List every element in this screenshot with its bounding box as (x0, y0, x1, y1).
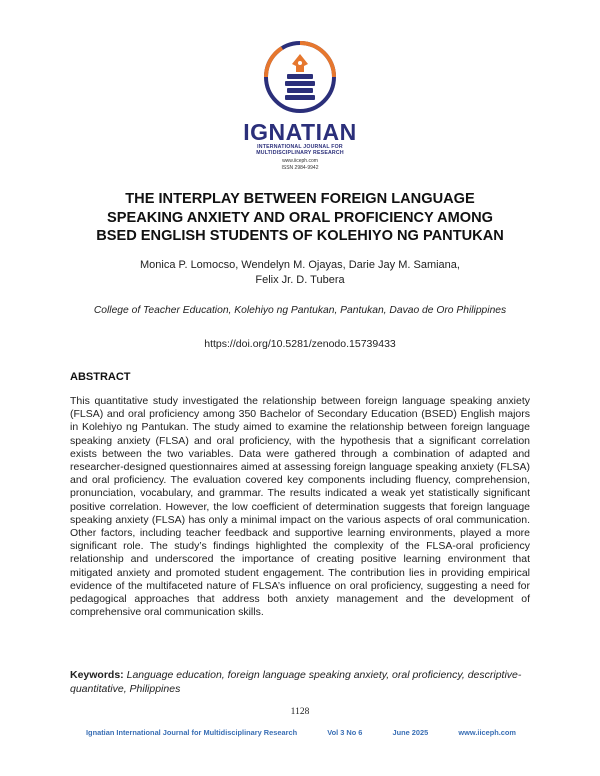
footer-date: June 2025 (392, 728, 429, 737)
title-line: BSED ENGLISH STUDENTS OF KOLEHIYO NG PANTUKAN (96, 228, 504, 245)
author-list (60, 258, 540, 288)
journal-logo (240, 36, 360, 171)
title-line: THE INTERPLAY BETWEEN FOREIGN LANGUAGE (125, 191, 475, 207)
footer-volume: Vol 3 No 6 (327, 728, 363, 737)
journal-issn: ISSN 2984-9942 (281, 165, 319, 172)
journal-subtitle-line1: INTERNATIONAL JOURNAL FOR (257, 144, 343, 150)
doi-link[interactable]: https://doi.org/10.5281/zenodo.15739433 (204, 338, 396, 350)
affiliation: College of Teacher Education, Kolehiyo ng Pantukan, Pantukan, Davao de Oro Philippines (93, 305, 507, 316)
footer-journal-name: Ignatian International Journal for Multidisciplinary Research (86, 728, 298, 737)
journal-emblem-icon (260, 36, 340, 118)
abstract-heading: ABSTRACT (70, 371, 131, 383)
keywords-label: Keywords: (70, 669, 124, 681)
page-number: 1128 (290, 707, 310, 717)
keywords-list: Language education, foreign language speaking anxiety, oral proficiency, descriptive-quantitative, Philippines (70, 669, 522, 695)
page-footer (86, 728, 516, 737)
footer-website[interactable]: www.iiceph.com (458, 728, 516, 737)
keywords (70, 669, 530, 696)
journal-subtitle-line2: MULTIDISCIPLINARY RESEARCH (256, 150, 344, 157)
authors-line: Monica P. Lomocso, Wendelyn M. Ojayas, Darie Jay M. Samiana, (140, 259, 460, 271)
paper-title (40, 190, 560, 246)
authors-line: Felix Jr. D. Tubera (255, 274, 345, 286)
journal-url[interactable]: www.iiceph.com (282, 158, 318, 165)
title-line: SPEAKING ANXIETY AND ORAL PROFICIENCY AMONG (107, 209, 493, 226)
journal-brand: IGNATIAN (243, 119, 357, 145)
abstract-body: This quantitative study investigated the relationship between foreign language speaking anxiety (FLSA) and oral proficiency among 350 Bachelor of Secondary Education (BSED) English majors in Kolehiyo ng Pantukan. The study aimed to examine the relationship between foreign language speaking anxiety (FLSA) and oral proficiency, with the hypothesis that a significant correlation exists between the two variables. Data were gathered through a combination of adapted and researcher-designed questionnaires aimed at assessing foreign language speaking anxiety (FLSA) and oral proficiency. The evaluation covered key components including fluency, comprehension, pronunciation, vocabulary, and grammar. The results indicated a weak yet statistically significant positive correlation. However, the low coefficient of determination suggests that foreign language speaking anxiety (FLSA) has only a minimal impact on the various aspects of oral communication. Other factors, including teacher feedback and supportive learning environments, played a more significant role. The study’s findings highlighted the complexity of the FLSA-oral proficiency relationship and underscored the importance of creating positive learning environment that mitigated anxiety and promoted student engagement. The contribution lies in providing empirical evidence of the multifaceted nature of FLSA’s influence on oral proficiency, suggesting a need for pedagogical approaches that address both anxiety management and the development of comprehensive oral communication skills. (70, 395, 530, 619)
